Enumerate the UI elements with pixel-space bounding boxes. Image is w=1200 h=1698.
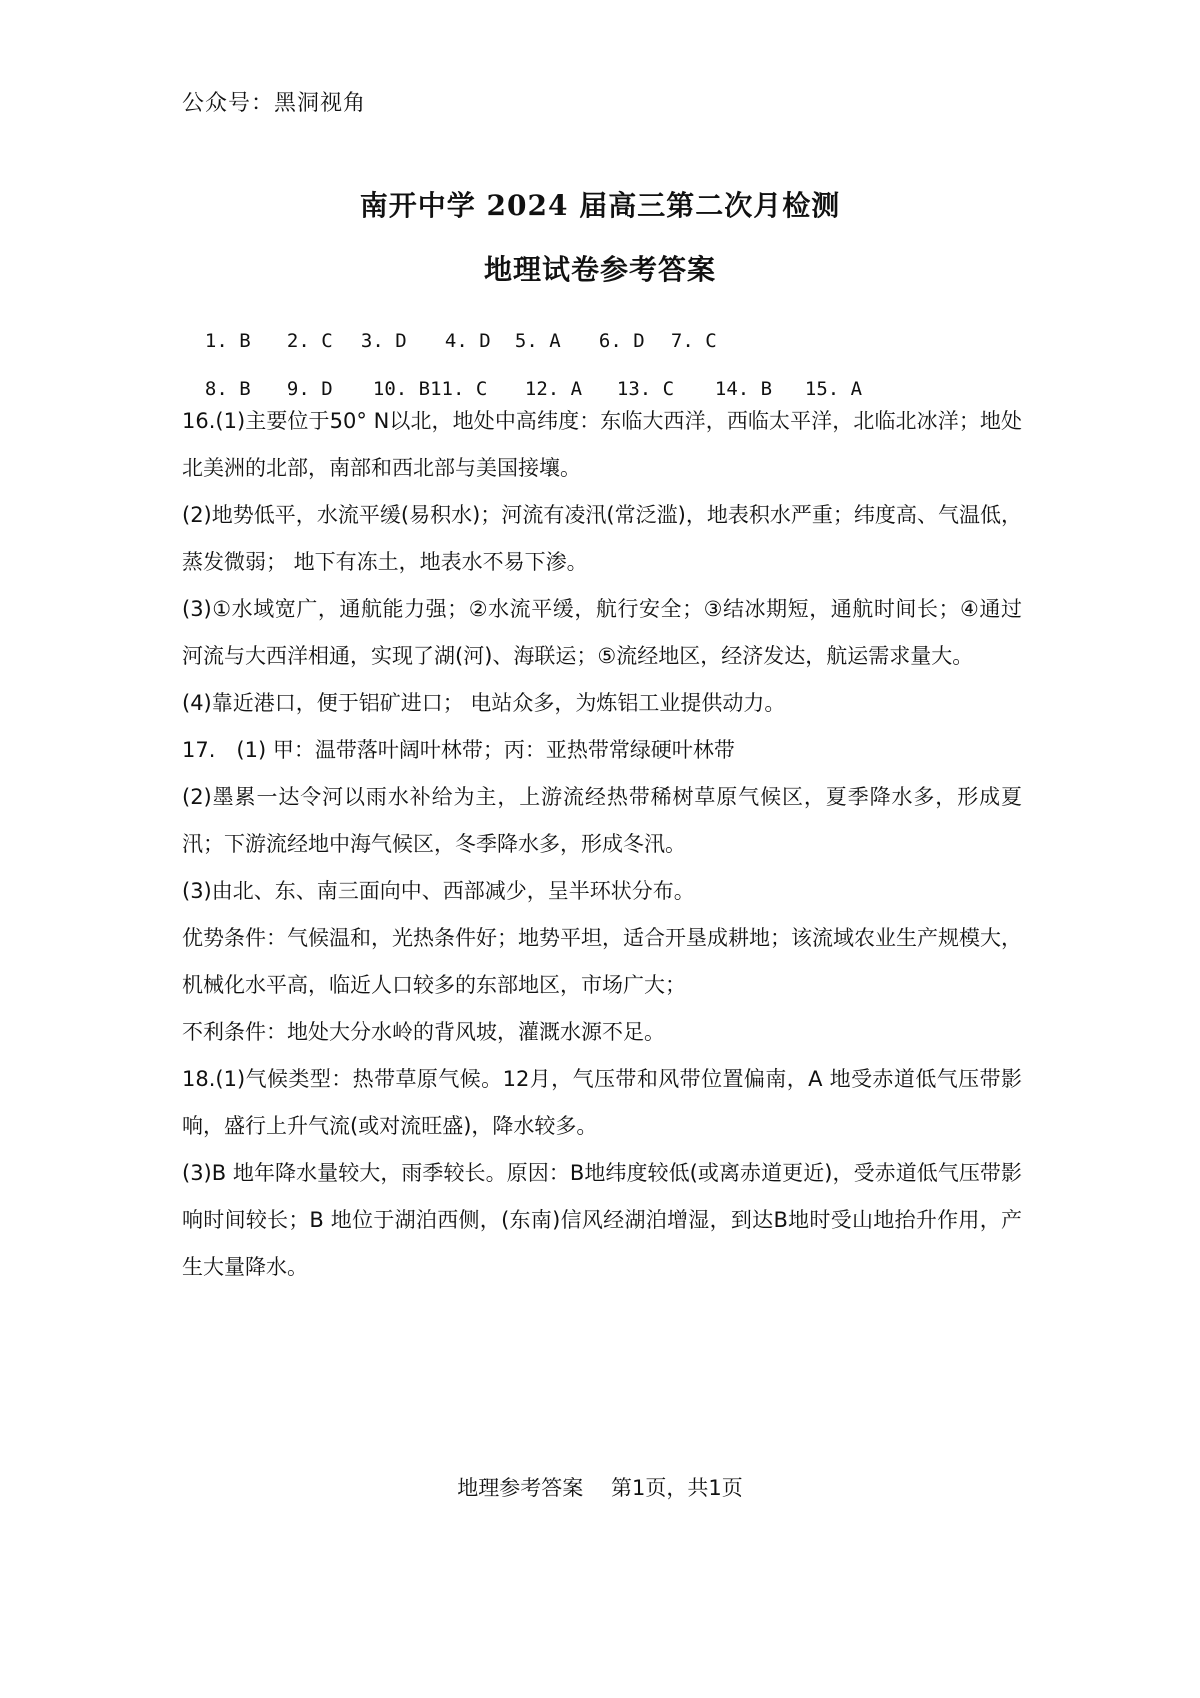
paragraph-16-1: 16.(1)主要位于50° N以北，地处中高纬度：东临大西洋，西临太平洋，北临北冰洋；地处北美洲的北部，南部和西北部与美国接壤。 bbox=[182, 409, 1022, 480]
answer-item: 15. A bbox=[804, 378, 863, 400]
header-note: 公众号：黑洞视角 bbox=[182, 91, 367, 116]
paragraph-17-disadvantages: 不利条件：地处大分水岭的背风坡，灌溉水源不足。 bbox=[182, 1020, 665, 1044]
answer-item: 6. D bbox=[598, 330, 645, 352]
paragraph-17-2: (2)墨累一达令河以雨水补给为主，上游流经热带稀树草原气候区，夏季降水多，形成夏汛；下游流经地中海气候区，冬季降水多，形成冬汛。 bbox=[182, 785, 1022, 856]
paragraph-16-2: (2)地势低平，水流平缓(易积水)；河流有凌汛(常泛滥)，地表积水严重；纬度高、气温低，蒸发微弱； 地下有冻土，地表水不易下渗。 bbox=[182, 503, 1022, 574]
answers-row-1 bbox=[182, 308, 717, 352]
answer-item: 2. C bbox=[286, 330, 333, 352]
paragraph-16-4: (4)靠近港口，便于铝矿进口； 电站众多，为炼铝工业提供动力。 bbox=[182, 691, 786, 715]
paragraph-17-3: (3)由北、东、南三面向中、西部减少，呈半环状分布。 bbox=[182, 879, 695, 903]
answer-item: 1. B bbox=[204, 330, 251, 352]
answer-item: 13. C bbox=[616, 378, 675, 400]
answer-item: 9. D bbox=[286, 378, 333, 400]
paragraph-18-1: 18.(1)气候类型：热带草原气候。12月，气压带和风带位置偏南，A 地受赤道低气压带影响，盛行上升气流(或对流旺盛)，降水较多。 bbox=[182, 1067, 1022, 1138]
answer-item: 7. C bbox=[670, 330, 717, 352]
answer-item: 10. B11. C bbox=[372, 378, 488, 400]
answer-item: 12. A bbox=[524, 378, 583, 400]
answer-item: 5. A bbox=[514, 330, 561, 352]
answers-row-2 bbox=[182, 356, 862, 400]
page-subtitle: 地理试卷参考答案 bbox=[483, 253, 716, 286]
answer-body bbox=[182, 398, 1022, 1291]
paragraph-18-3: (3)B 地年降水量较大，雨季较长。原因：B地纬度较低(或离赤道更近)，受赤道低气压带影响时间较长；B 地位于湖泊西侧，(东南)信风经湖泊增湿，到达B地时受山地抬升作用，产生大量降水。 bbox=[182, 1161, 1022, 1279]
answer-item: 8. B bbox=[204, 378, 251, 400]
page-footer: 地理参考答案 第1页，共1页 bbox=[457, 1476, 743, 1500]
answer-item: 14. B bbox=[714, 378, 773, 400]
paragraph-17-advantages: 优势条件：气候温和，光热条件好；地势平坦，适合开垦成耕地；该流域农业生产规模大，机械化水平高，临近人口较多的东部地区，市场广大； bbox=[182, 926, 1022, 997]
paragraph-16-3: (3)①水域宽广，通航能力强；②水流平缓，航行安全；③结冰期短，通航时间长；④通过河流与大西洋相通，实现了湖(河)、海联运；⑤流经地区，经济发达，航运需求量大。 bbox=[182, 597, 1022, 668]
answer-item: 3. D bbox=[360, 330, 407, 352]
answer-item: 4. D bbox=[444, 330, 491, 352]
page-title: 南开中学 2024 届高三第二次月检测 bbox=[359, 189, 841, 222]
paragraph-17-1: 17. (1) 甲：温带落叶阔叶林带；丙：亚热带常绿硬叶林带 bbox=[182, 738, 735, 762]
